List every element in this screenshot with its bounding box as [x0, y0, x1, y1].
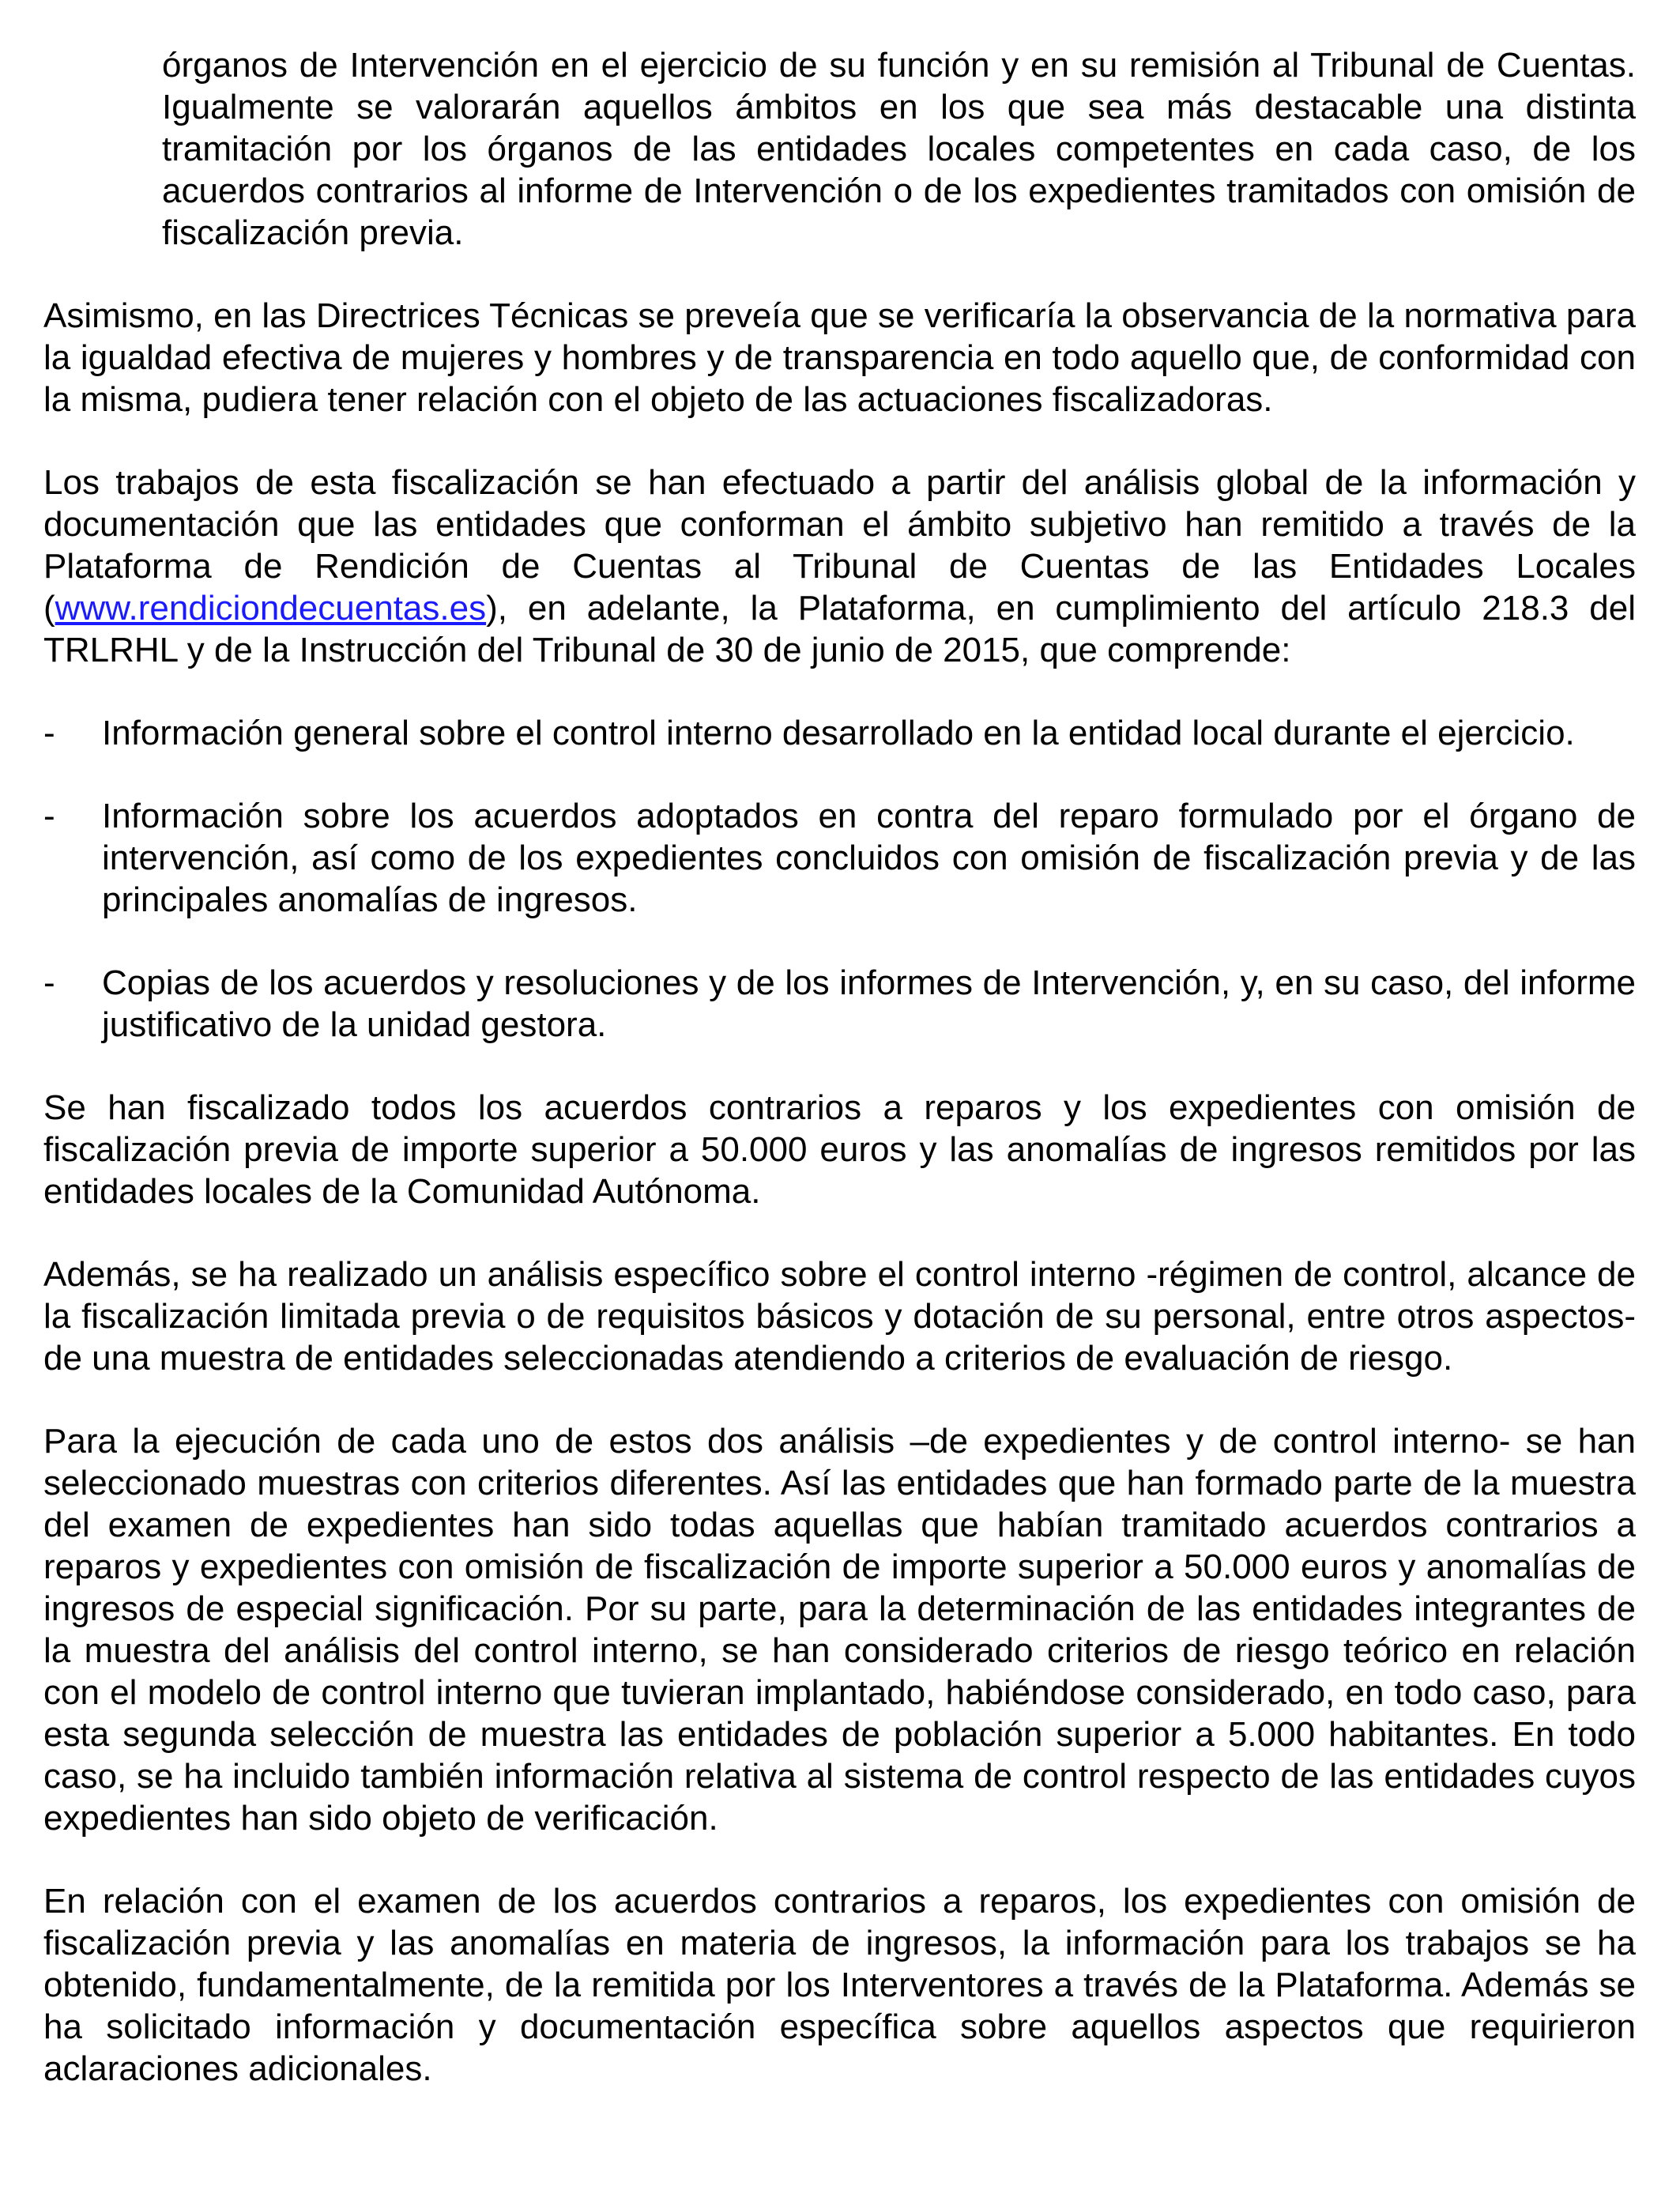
continuation-paragraph: órganos de Intervención en el ejercicio de su función y en su remisión al Tribunal de Cuentas. Igualmente se valorarán aquellos ámbitos en los que sea más destacable una distinta tramitación por los órganos de las entidades locales competentes en cada caso, de los acuerdos contrarios al informe de Intervención o de los expedientes tramitados con omisión de fiscalización previa. — [162, 46, 1636, 252]
bullet-dash: - — [43, 963, 55, 1002]
directrices-paragraph: Asimismo, en las Directrices Técnicas se preveía que se verificaría la observancia de la normativa para la igualdad efectiva de mujeres y hombres y de transparencia en todo aquello que, de conformidad con la misma, pudiera tener relación con el objeto de las actuaciones fiscalizadoras. — [43, 296, 1636, 419]
trabajos-text-after-link: ), en adelante, la Plataforma, en cumplimiento del artículo 218.3 del TRLRHL y de la Instrucción del Tribunal de 30 de junio de 2015, que comprende: — [43, 589, 1636, 669]
bullet-text: Información general sobre el control interno desarrollado en la entidad local durante el ejercicio. — [102, 714, 1575, 752]
bullet-item-copias — [43, 962, 1636, 1046]
trabajos-paragraph — [43, 462, 1636, 671]
relacion-paragraph: En relación con el examen de los acuerdos contrarios a reparos, los expedientes con omisión de fiscalización previa y las anomalías en materia de ingresos, la información para los trabajos se ha obtenido, fundamentalmente, de la remitida por los Interventores a través de la Plataforma. Además se ha solicitado información y documentación específica sobre aquellos aspectos que requirieron aclaraciones adicionales. — [43, 1882, 1636, 2088]
bullet-text: Copias de los acuerdos y resoluciones y de los informes de Intervención, y, en su caso, del informe justificativo de la unidad gestora. — [102, 963, 1636, 1044]
document-page — [43, 44, 1636, 2131]
bullet-dash: - — [43, 714, 55, 752]
trabajos-text-before-link: Los trabajos de esta fiscalización se han efectuado a partir del análisis global de la información y documentación que las entidades que conforman el ámbito subjetivo han remitido a través de la Plataforma de Rendición de Cuentas al Tribunal de Cuentas de las Entidades Locales ( — [43, 463, 1636, 628]
ademas-paragraph: Además, se ha realizado un análisis específico sobre el control interno -régimen de control, alcance de la fiscalización limitada previa o de requisitos básicos y dotación de su personal, entre otros aspectos- de una muestra de entidades seleccionadas atendiendo a criterios de evaluación de riesgo. — [43, 1255, 1636, 1378]
bullet-item-informacion-general — [43, 712, 1636, 754]
bullet-text: Información sobre los acuerdos adoptados en contra del reparo formulado por el órgano de intervención, así como de los expedientes concluidos con omisión de fiscalización previa y de las principales anomalías de ingresos. — [102, 797, 1636, 919]
fiscalizado-paragraph: Se han fiscalizado todos los acuerdos contrarios a reparos y los expedientes con omisión de fiscalización previa de importe superior a 50.000 euros y las anomalías de ingresos remitidos por las entidades locales de la Comunidad Autónoma. — [43, 1088, 1636, 1211]
ejecucion-paragraph: Para la ejecución de cada uno de estos dos análisis –de expedientes y de control interno- se han seleccionado muestras con criterios diferentes. Así las entidades que han formado parte de la muestra del examen de expedientes han sido todas aquellas que habían tramitado acuerdos contrarios a reparos y expedientes con omisión de fiscalización de importe superior a 50.000 euros y anomalías de ingresos de especial significación. Por su parte, para la determinación de las entidades integrantes de la muestra del análisis del control interno, se han considerado criterios de riesgo teórico en relación con el modelo de control interno que tuvieran implantado, habiéndose considerado, en todo caso, para esta segunda selección de muestra las entidades de población superior a 5.000 habitantes. En todo caso, se ha incluido también información relativa al sistema de control respecto de las entidades cuyos expedientes han sido objeto de verificación. — [43, 1422, 1636, 1838]
rendicion-cuentas-link[interactable]: www.rendiciondecuentas.es — [55, 589, 487, 628]
bullet-dash: - — [43, 797, 55, 835]
bullet-item-informacion-acuerdos — [43, 795, 1636, 921]
